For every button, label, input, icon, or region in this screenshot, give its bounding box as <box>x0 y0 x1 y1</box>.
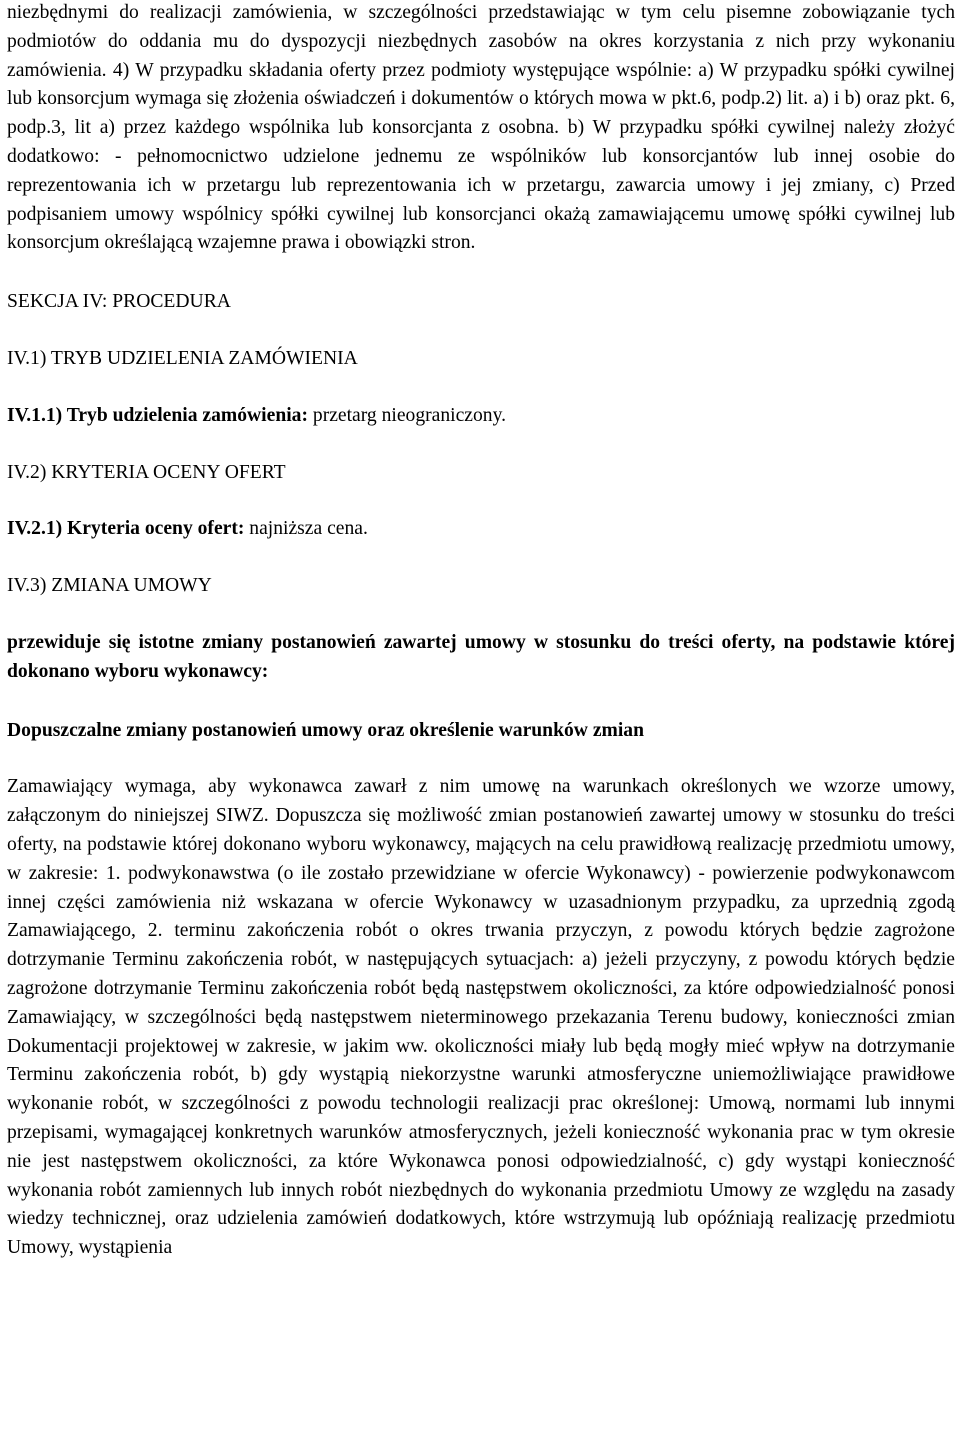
section-heading: SEKCJA IV: PROCEDURA <box>7 291 231 313</box>
allowed-changes-paragraph: Zamawiający wymaga, aby wykonawca zawarł z nim umowę na warunkach określonych we wzorze umowy, załączonym do niniejszej SIWZ. Dopuszcza się możliwość zmian postanowień zawartej umowy w stosunku do treści oferty, na podstawie której dokonano wyboru wykonawcy, mających na celu prawidłową realizację przedmiotu umowy, w zakresie: 1. podwykonawstwa (o ile zostało przewidziane w ofercie Wykonawcy) - powierzenie podwykonawcom innej części zamówienia niż wskazana w ofercie Wykonawcy w uzasadnionym przypadku, za uprzednią zgodą Zamawiającego, 2. terminu zakończenia robót o okres trwania przyczyn, z powodu których będzie zagrożone dotrzymanie Terminu zakończenia robót, w następujących sytuacjach: a) jeżeli przyczyny, z powodu których będzie zagrożone dotrzymanie Terminu zakończenia robót będą następstwem okoliczności, za które odpowiedzialność ponosi Zamawiający, w szczególności będą następstwem nieterminowego przekazania Terenu budowy, konieczności zmian Dokumentacji projektowej w zakresie, w jakim ww. okoliczności miały lub będą mogły mieć wpływ na dotrzymanie Terminu zakończenia robót, b) gdy wystąpią niekorzystne warunki atmosferyczne uniemożliwiające prawidłowe wykonanie robót, w szczególności z powodu technologii realizacji prac określonej: Umową, normami lub innymi przepisami, wymagającej konkretnych warunków atmosferycznych, jeżeli konieczność wykonania prac w tym okresie nie jest następstwem okoliczności, za które Wykonawca ponosi odpowiedzialność, c) gdy wystąpi konieczność wykonania robót zamiennych lub innych robót niezbędnych do wykonania przedmiotu Umowy ze względu na zasady wiedzy technicznej, oraz udzielenia zamówień dodatkowych, które wstrzymują lub opóźniają realizację przedmiotu Umowy, wystąpienia <box>7 776 955 1259</box>
iv21-label: IV.2.1) Kryteria oceny ofert: <box>7 518 245 540</box>
intro-paragraph: niezbędnymi do realizacji zamówienia, w szczególności przedstawiając w tym celu pisemne zobowiązanie tych podmiotów do oddania mu do dyspozycji niezbędnych zasobów na okres korzystania z nich przy wykonaniu zamówienia. 4) W przypadku składania oferty przez podmioty występujące wspólnie: a) W przypadku spółki cywilnej lub konsorcjum wymaga się złożenia oświadczeń i dokumentów o których mowa w pkt.6, podp.2) lit. a) i b) oraz pkt. 6, podp.3, lit a) przez każdego wspólnika lub konsorcjanta z osobna. b) W przypadku spółki cywilnej należy złożyć dodatkowo: - pełnomocnictwo udzielone jednemu ze wspólników lub konsorcjantów lub innej osobie do reprezentowania ich w przetargu lub reprezentowania ich w przetargu, zawarcia umowy i jej zmiany, c) Przed podpisaniem umowy wspólnicy spółki cywilnej lub konsorcjanci okażą zamawiającemu umowę spółki cywilnej lub konsorcjum określającą wzajemne prawa i obowiązki stron. <box>7 2 955 254</box>
document-page <box>7 0 955 1263</box>
allowed-changes-heading: Dopuszczalne zmiany postanowień umowy oraz określenie warunków zmian <box>7 719 644 741</box>
iv21-value: najniższa cena. <box>244 518 368 540</box>
iv11-value: przetarg nieograniczony. <box>308 404 507 426</box>
iv11-label: IV.1.1) Tryb udzielenia zamówienia: <box>7 404 308 426</box>
iv11-line <box>7 402 955 431</box>
iv21-line <box>7 515 955 544</box>
change-statement: przewiduje się istotne zmiany postanowień zawartej umowy w stosunku do treści oferty, na podstawie której dokonano wyboru wykonawcy: <box>7 631 955 682</box>
iv3-heading: IV.3) ZMIANA UMOWY <box>7 575 212 597</box>
iv2-heading: IV.2) KRYTERIA OCENY OFERT <box>7 461 286 483</box>
iv1-heading: IV.1) TRYB UDZIELENIA ZAMÓWIENIA <box>7 347 358 369</box>
